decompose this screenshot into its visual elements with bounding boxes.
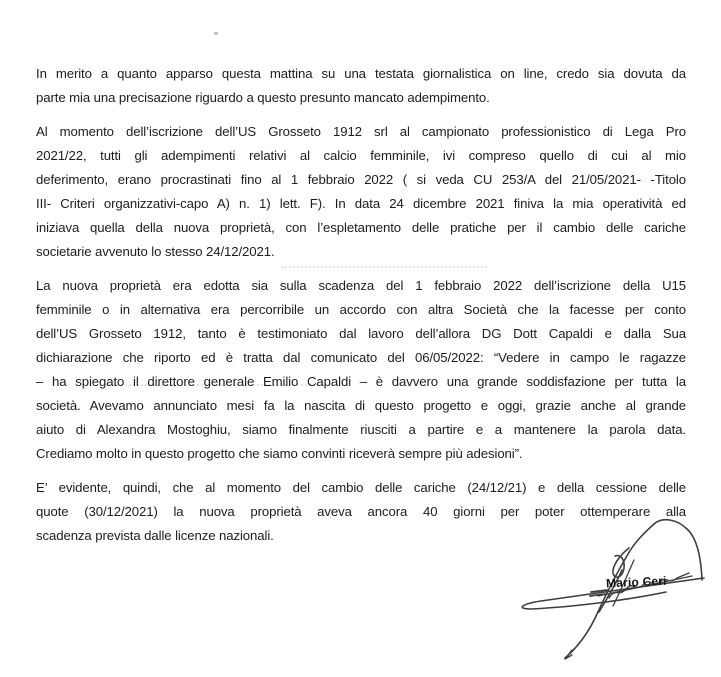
paragraph xyxy=(36,120,686,264)
text-line: Al momento dell’iscrizione dell’US Grosseto 1912 srl al campionato professionistico di Lega Pro xyxy=(36,124,686,139)
text-line: parte mia una precisazione riguardo a questo presunto mancato adempimento. xyxy=(36,90,490,105)
text-line: La nuova proprietà era edotta sia sulla scadenza del 1 febbraio 2022 dell’iscrizione della U15 xyxy=(36,278,686,293)
letter-body xyxy=(36,62,686,558)
text-line: scadenza prevista dalle licenze nazionali. xyxy=(36,528,274,543)
scan-artifact xyxy=(214,32,218,35)
text-line: quote (30/12/2021) la nuova proprietà aveva ancora 40 giorni per poter ottemperare alla xyxy=(36,504,686,519)
text-line: deferimento, erano procrastinati fino al 1 febbraio 2022 ( si veda CU 253/A del 21/05/2021- -Titolo xyxy=(36,172,686,187)
text-line: dichiarazione che riporto ed è tratta dal comunicato del 06/05/2022: “Vedere in campo le ragazze xyxy=(36,350,686,365)
text-line: femminile o in alternativa era percorribile un accordo con altra Società che la facesse per conto xyxy=(36,302,686,317)
text-line: E’ evidente, quindi, che al momento del cambio delle cariche (24/12/21) e della cessione delle xyxy=(36,480,686,495)
text-line: III- Criteri organizzativi-capo A) n. 1) lett. F). In data 24 dicembre 2021 finiva la mia operatività ed xyxy=(36,196,686,211)
text-line: 2021/22, tutti gli adempimenti relativi al calcio femminile, ivi compreso quello di cui al mio xyxy=(36,148,686,163)
text-line: societarie avvenuto lo stesso 24/12/2021. xyxy=(36,244,275,259)
text-line: iniziava quella della nuova proprietà, con l’espletamento delle pratiche per il cambio delle cariche xyxy=(36,220,686,235)
text-line: dell’US Grosseto 1912, tanto è testimoniato dal lavoro dell’allora DG Dott Capaldi e dalla Sua xyxy=(36,326,686,341)
paragraph xyxy=(36,62,686,110)
handwritten-signature-icon xyxy=(503,512,718,675)
signatory-name: Mario Ceri xyxy=(605,573,667,591)
text-line: In merito a quanto apparso questa mattina su una testata giornalistica on line, credo sia dovuta da xyxy=(36,66,686,81)
text-line: Crediamo molto in questo progetto che siamo convinti riceverà sempre più adesioni”. xyxy=(36,446,523,461)
paragraph xyxy=(36,274,686,466)
text-line: società. Avevamo annunciato mesi fa la nascita di questo progetto e oggi, grazie anche al grande xyxy=(36,398,686,413)
text-line: aiuto di Alexandra Mostoghiu, siamo finalmente riusciti a partire e a mantenere la parola data. xyxy=(36,422,686,437)
signature-block xyxy=(503,512,718,675)
text-line: – ha spiegato il direttore generale Emilio Capaldi – è davvero una grande soddisfazione per tutta la xyxy=(36,374,686,389)
